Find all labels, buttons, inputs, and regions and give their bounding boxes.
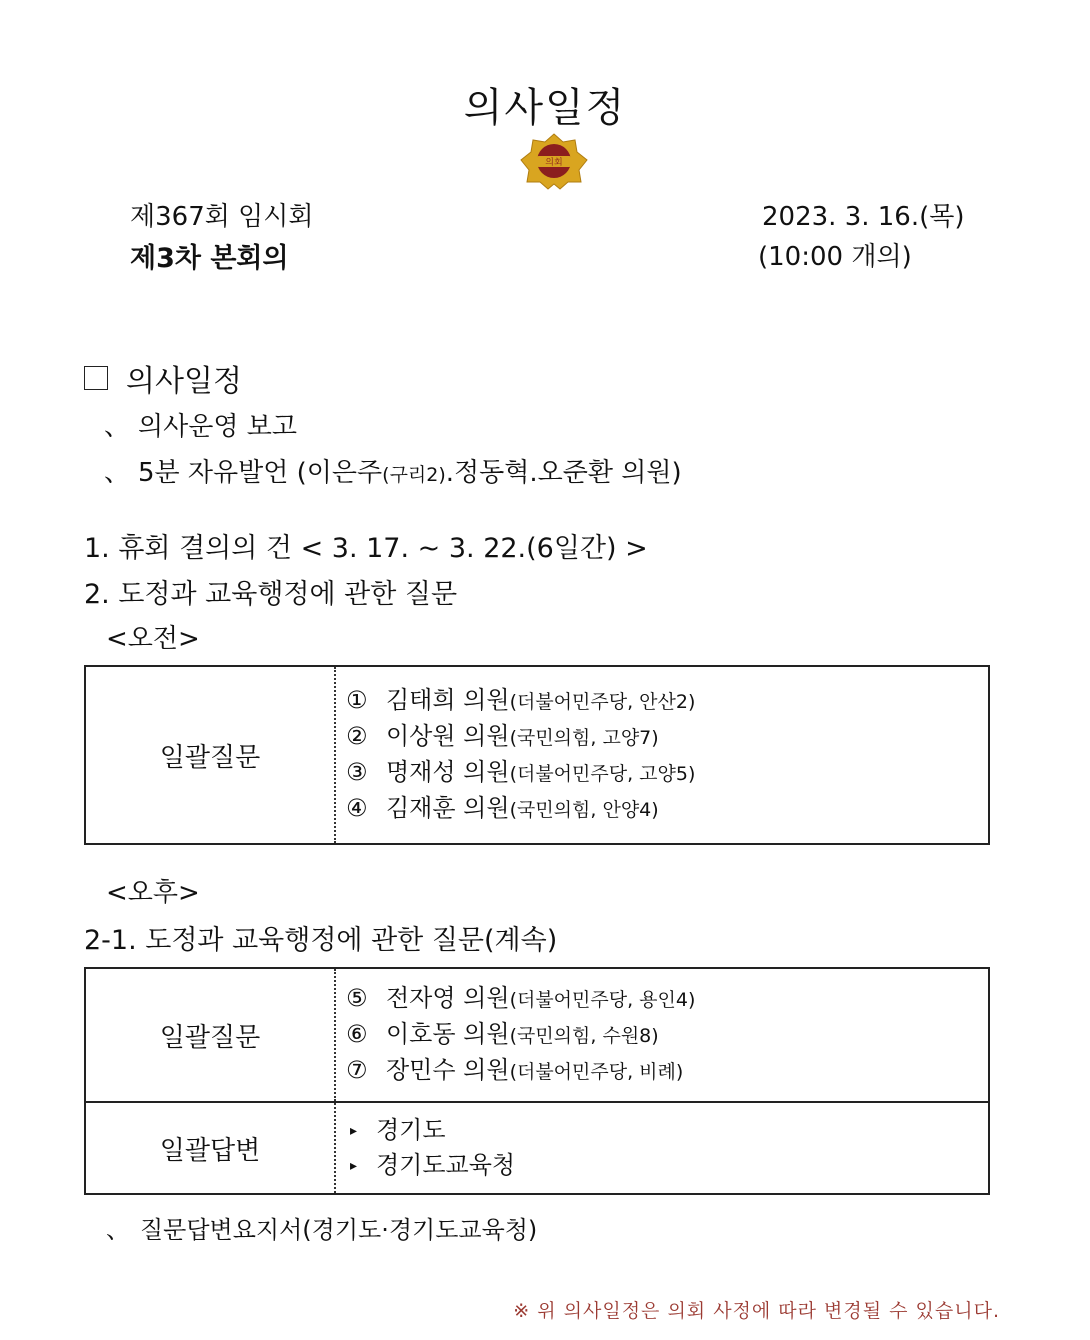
meeting-name: 제3차 본회의	[130, 243, 289, 274]
list-item: ⑤ 전자영 의원(더불어민주당, 용인4)	[346, 984, 696, 1012]
question-label: 일괄질문	[85, 968, 335, 1102]
prelim-item-speech	[104, 452, 682, 489]
question-label: 일괄질문	[85, 666, 335, 844]
questioner-list	[335, 666, 989, 844]
closing-item	[106, 1210, 537, 1245]
session-name: 제367회 임시회	[130, 202, 314, 232]
agenda-heading-text: 의사일정	[126, 364, 242, 399]
list-item: ⑥ 이호동 의원(국민의힘, 수원8)	[346, 1020, 659, 1048]
list-item: ② 이상원 의원(국민의힘, 고양7)	[346, 722, 659, 750]
afternoon-question-table	[84, 967, 990, 1195]
speech-main: 5분 자유발언 (이은주	[138, 458, 383, 488]
prelim-item-report	[104, 406, 297, 443]
closing-item-text: 질문답변요지서(경기도·경기도교육청)	[140, 1216, 538, 1244]
list-item: ⑦ 장민수 의원(더불어민주당, 비례)	[346, 1056, 684, 1084]
change-notice: ※ 위 의사일정은 의회 사정에 따라 변경될 수 있습니다.	[513, 1300, 1000, 1322]
list-item: ④ 김재훈 의원(국민의힘, 안양4)	[346, 794, 659, 822]
page-title: 의사일정	[463, 85, 627, 131]
checkbox-square-icon	[84, 366, 108, 390]
triangle-bullet-icon: ▸	[350, 1158, 358, 1174]
agenda-item-1: 1. 휴회 결의의 건 < 3. 17. ~ 3. 22.(6일간) >	[84, 533, 648, 564]
triangle-bullet-icon: ▸	[350, 1123, 358, 1139]
table-row	[85, 968, 989, 1102]
meeting-date: 2023. 3. 16.(목)	[762, 202, 965, 232]
assembly-emblem	[519, 132, 589, 190]
prelim-item-report-text: 의사운영 보고	[138, 412, 297, 442]
emblem-text: 의회	[545, 158, 563, 168]
bullet-mark: 、	[106, 1216, 130, 1244]
morning-label: <오전>	[106, 624, 200, 654]
list-item: ① 김태희 의원(더불어민주당, 안산2)	[346, 686, 696, 714]
list-item: ▸ 경기도교육청	[346, 1148, 988, 1183]
agenda-heading	[84, 356, 242, 400]
speech-rest: .정동혁.오준환 의원)	[445, 458, 682, 488]
afternoon-label: <오후>	[106, 878, 200, 908]
questioner-list	[335, 968, 989, 1102]
morning-question-table	[84, 665, 990, 845]
table-row	[85, 1102, 989, 1194]
speech-district: (구리2)	[382, 464, 446, 486]
bullet-mark: 、	[104, 412, 131, 442]
bullet-mark: 、	[104, 458, 131, 488]
list-item: ▸ 경기도	[346, 1113, 988, 1148]
answerer-list	[335, 1102, 989, 1194]
agenda-item-2: 2. 도정과 교육행정에 관한 질문	[84, 579, 458, 610]
answer-label: 일괄답변	[85, 1102, 335, 1194]
list-item: ③ 명재성 의원(더불어민주당, 고양5)	[346, 758, 696, 786]
open-time: (10:00 개의)	[758, 242, 912, 272]
table-row	[85, 666, 989, 844]
agenda-item-2-1: 2-1. 도정과 교육행정에 관한 질문(계속)	[84, 925, 558, 956]
